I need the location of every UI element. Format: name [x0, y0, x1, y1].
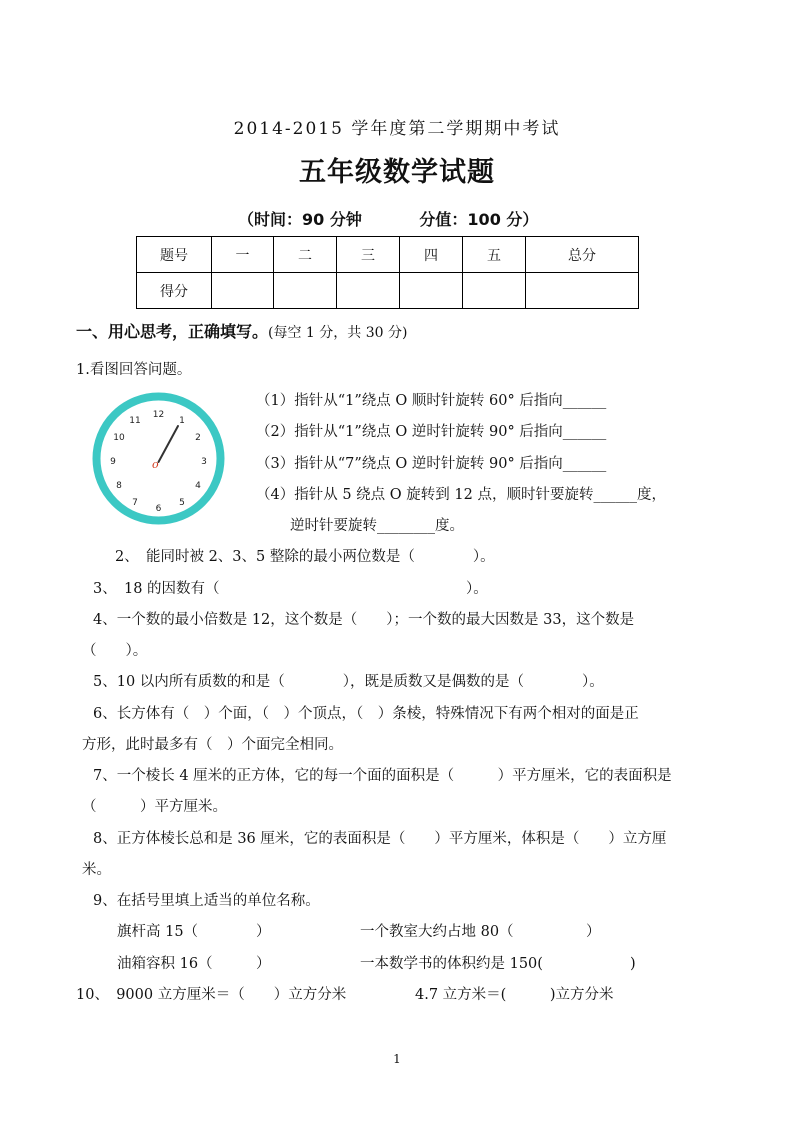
clock-number: 11 [129, 416, 141, 426]
clock-center-label: o [152, 458, 159, 471]
clock-face-figure [90, 390, 227, 527]
score-header-cell: 总分 [526, 237, 639, 273]
clock-number: 8 [116, 481, 122, 491]
exam-main-title: 五年级数学试题 [299, 157, 495, 188]
clock-number: 12 [152, 410, 165, 420]
score-header-cell: 四 [400, 237, 463, 273]
question-4-continued: （ ）。 [82, 643, 148, 659]
question-9-item-2: 一个教室大约占地 80（ ） [360, 924, 601, 940]
score-header-cell: 三 [337, 237, 400, 273]
question-6: 6、长方体有（ ）个面，（ ）个顶点，（ ）条棱，特殊情况下有两个相对的面是正 [93, 706, 639, 722]
score-cell [274, 273, 337, 309]
score-table-header-row [137, 237, 639, 273]
question-6-continued: 方形，此时最多有（ ）个面完全相同。 [82, 737, 343, 753]
question-5: 5、10 以内所有质数的和是（ ），既是质数又是偶数的是（ ）。 [93, 674, 604, 690]
exam-time: （时间：90 分钟 [238, 210, 362, 229]
question-9: 9、在括号里填上适当的单位名称。 [93, 893, 320, 909]
clock-number: 6 [155, 504, 162, 514]
question-10-part-1: 10、 9000 立方厘米＝（ ）立方分米 [76, 987, 347, 1003]
question-9-item-3: 油箱容积 16（ ） [117, 956, 271, 972]
question-8: 8、正方体棱长总和是 36 厘米，它的表面积是（ ）平方厘米，体积是（ ）立方厘 [93, 831, 667, 847]
question-1-title: 1.看图回答问题。 [76, 362, 192, 378]
clock-number: 7 [132, 498, 138, 508]
clock-number: 5 [179, 498, 185, 508]
question-1-part-1: （1）指针从“1”绕点 O 顺时针旋转 60° 后指向______ [256, 393, 607, 409]
question-9-item-4: 一本数学书的体积约是 150( ) [360, 956, 636, 972]
question-7: 7、一个棱长 4 厘米的正方体，它的每一个面的面积是（ ）平方厘米，它的表面积是 [93, 768, 672, 784]
score-header-cell: 一 [212, 237, 274, 273]
section-1-note: (每空 1 分，共 30 分) [268, 325, 408, 341]
clock-number: 3 [201, 457, 207, 467]
question-1-part-4: （4）指针从 5 绕点 O 旋转到 12 点，顺时针要旋转______度， [256, 487, 666, 503]
score-table [136, 236, 639, 309]
section-1-title: 一、用心思考，正确填写。 [76, 322, 269, 341]
score-cell [400, 273, 463, 309]
score-cell [337, 273, 400, 309]
question-10-part-2: 4.7 立方米＝( )立方分米 [415, 987, 614, 1003]
question-8-continued: 米。 [82, 862, 111, 878]
question-9-item-1: 旗杆高 15（ ） [117, 924, 271, 940]
clock-number: 1 [179, 416, 185, 426]
score-header-cell: 五 [463, 237, 526, 273]
score-table-score-row [137, 273, 639, 309]
question-1-part-4-continued: 逆时针要旋转________度。 [290, 518, 464, 534]
section-1-heading [76, 319, 407, 342]
clock-number: 9 [110, 457, 116, 467]
page-number: 1 [393, 1052, 401, 1066]
clock-number: 4 [195, 481, 201, 491]
question-2: 2、 能同时被 2、3、5 整除的最小两位数是（ ）。 [115, 549, 495, 565]
question-4: 4、一个数的最小倍数是 12，这个数是（ ）；一个数的最大因数是 33，这个数是 [93, 612, 635, 628]
score-header-cell: 二 [274, 237, 337, 273]
score-cell [212, 273, 274, 309]
score-cell [463, 273, 526, 309]
clock-number: 10 [113, 433, 125, 443]
question-1-part-2: （2）指针从“1”绕点 O 逆时针旋转 90° 后指向______ [256, 424, 607, 440]
question-7-continued: （ ）平方厘米。 [82, 799, 227, 815]
question-1-part-3: （3）指针从“7”绕点 O 逆时针旋转 90° 后指向______ [256, 456, 607, 472]
score-row-label: 得分 [137, 273, 212, 309]
clock-number: 2 [195, 433, 201, 443]
exam-total-score: 分值：100 分） [419, 210, 539, 229]
score-header-cell: 题号 [137, 237, 212, 273]
score-cell [526, 273, 639, 309]
exam-time-score-line [238, 207, 538, 230]
exam-year-title: 2014-2015 学年度第二学期期中考试 [233, 119, 561, 139]
question-3: 3、 18 的因数有（ ）。 [93, 581, 488, 597]
